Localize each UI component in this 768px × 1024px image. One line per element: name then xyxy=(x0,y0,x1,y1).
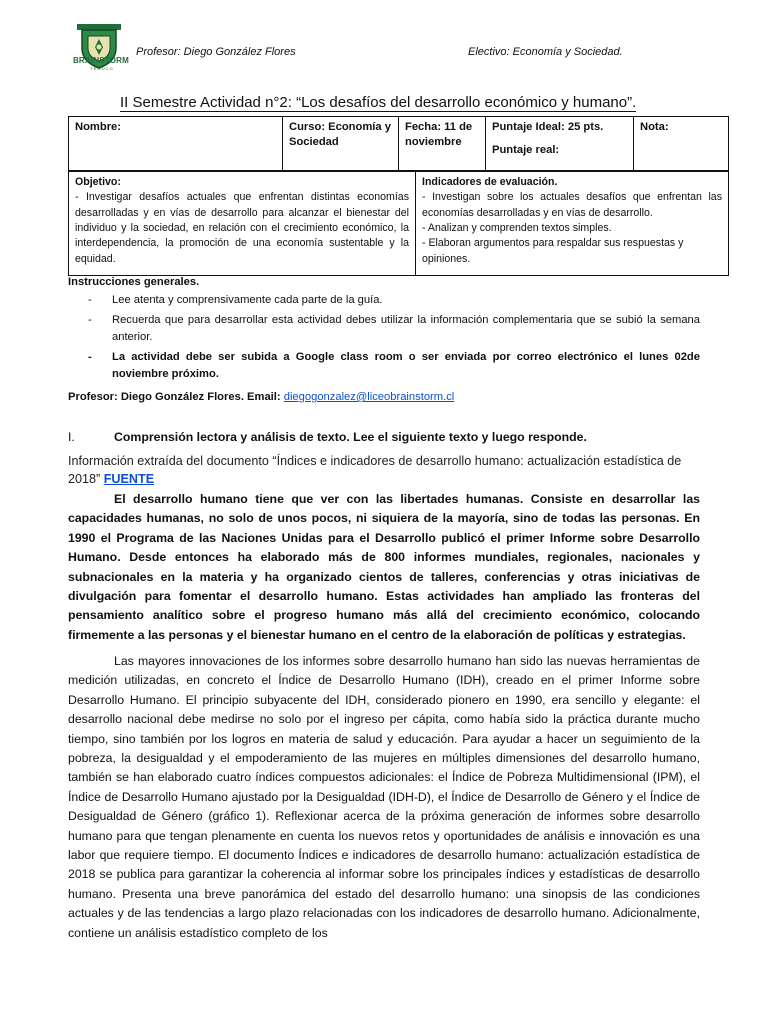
paragraph-2: Las mayores innovaciones de los informes sobre desarrollo humano han sido las nuevas herramientas de medición utilizadas, en concreto el Índice de Desarrollo Humano (IDH), creado en el primer Informe sobre Desarrollo Humano. El principio subyacente del IDH, considerado pionero en 1990, era sencillo y elegante: el desarrollo nacional debe medirse no solo por el ingreso per cápita, como había sido la práctica durante mucho tiempo, sino también por los logros en materia de salud y educación. Para ayudar a hacer un seguimiento de la pobreza, la desigualdad y el empoderamiento de las mujeres en múltiples dimensiones del desarrollo humano, también se han elaborado cuatro índices compuestos adicionales: el Índice de Pobreza Multidimensional (IPM), el Índice de Desarrollo Humano ajustado por la Desigualdad (IDH-D), el Índice de Desarrollo de Género y el Índice de Desigualdad de Género (gráfico 1). Reflexionar acerca de la próxima generación de informes sobre desarrollo humano para que tengan plenamente en cuenta los nuevos retos y oportunidades de análisis e innovación es una labor que requiere tiempo. El documento Índices e indicadores de desarrollo humano: actualización estadística de 2018 se publica para garantizar la coherencia al informar sobre los principales índices y estadísticas de desarrollo humano. Presenta una breve panorámica del estado del desarrollo humano: una sinopsis de las condiciones actuales y de las tendencias a largo plazo relacionadas con los indicadores de desarrollo humano. Adicionalmente, contiene un análisis estadístico completo de los xyxy=(68,654,700,940)
source-line xyxy=(68,452,704,488)
logo-subtext: TEMUCO xyxy=(90,66,114,71)
paragraph-1: El desarrollo humano tiene que ver con las libertades humanas. Consiste en desarrollar las capacidades humanas, no solo de unos pocos, ni siquiera de la mayoría, sino de todas las personas. En 1990 el Programa de las Naciones Unidas para el Desarrollo publicó el primer Informe sobre Desarrollo Humano. Desde entonces ha elaborado más de 800 informes mundiales, regionales, nacionales y subnacionales en la materia y ha organizado cientos de talleres, conferencias y otras iniciativas de divulgación para fomentar el desarrollo humano. Estas actividades han ampliado las fronteras del pensamiento analítico sobre el progreso humano más allá del crecimiento económico, colocando firmemente a las personas y el bienestar humano en el centro de la elaboración de políticas y estrategias. xyxy=(68,492,700,642)
indicator-item: - Elaboran argumentos para respaldar sus respuestas y opiniones. xyxy=(422,237,684,265)
indicators-cell xyxy=(416,172,729,276)
objective-text: - Investigar desafíos actuales que enfrentan distintas economías desarrolladas y en vías de desarrollo para alcanzar el bienestar del individuo y la sociedad, en relación con el crecimiento económico, la interdependencia, la promoción de una economía sustentable y la equidad. xyxy=(75,191,409,265)
instruction-item: - Lee atenta y comprensivamente cada parte de la guía. xyxy=(88,294,383,306)
section-number: I. xyxy=(68,430,75,444)
nombre-cell: Nombre: xyxy=(69,117,283,171)
puntaje-ideal: Puntaje Ideal: 25 pts. xyxy=(492,121,604,133)
section-heading xyxy=(68,430,587,444)
source-text: Información extraída del documento “Índices e indicadores de desarrollo humano: actualización estadística de 2018” xyxy=(68,454,682,486)
source-link[interactable]: FUENTE xyxy=(103,472,155,486)
puntaje-cell xyxy=(486,117,634,171)
logo-text: BRAINSTORM xyxy=(72,56,130,65)
objective-title: Objetivo: xyxy=(75,176,121,188)
curso-cell: Curso: Economía y Sociedad xyxy=(283,117,399,171)
instructions-title: Instrucciones generales. xyxy=(68,276,200,288)
activity-title xyxy=(120,94,636,111)
header-professor: Profesor: Diego González Flores xyxy=(136,46,296,58)
header-elective: Electivo: Economía y Sociedad. xyxy=(468,46,623,58)
email-link[interactable]: diegogonzalez@liceobrainstorm.cl xyxy=(283,391,455,403)
objectives-table xyxy=(68,171,729,276)
nota-cell: Nota: xyxy=(634,117,729,171)
activity-title-text: II Semestre Actividad n°2: “Los desafíos del desarrollo económico y humano”. xyxy=(120,94,637,111)
instructions-list xyxy=(68,292,700,386)
puntaje-real: Puntaje real: xyxy=(492,144,560,157)
contact-label: Profesor: Diego González Flores. Email: xyxy=(68,391,284,403)
instruction-item: - Recuerda que para desarrollar esta actividad debes utilizar la información complementaria que se subió la semana anterior. xyxy=(88,314,700,343)
indicator-item: - Investigan sobre los actuales desafíos que enfrentan las economías desarrolladas y en vías de desarrollo. xyxy=(422,191,722,219)
student-info-table xyxy=(68,116,729,171)
section-title: Comprensión lectora y análisis de texto. Lee el siguiente texto y luego responde. xyxy=(114,430,587,444)
indicators-title: Indicadores de evaluación. xyxy=(422,176,558,188)
contact-line xyxy=(68,391,454,403)
fecha-cell: Fecha: 11 de noviembre xyxy=(399,117,486,171)
objective-cell xyxy=(69,172,416,276)
instruction-item: - La actividad debe ser subida a Google class room o ser enviada por correo electrónico el lunes 02de noviembre próximo. xyxy=(88,351,700,380)
indicator-item: - Analizan y comprenden textos simples. xyxy=(422,222,612,235)
